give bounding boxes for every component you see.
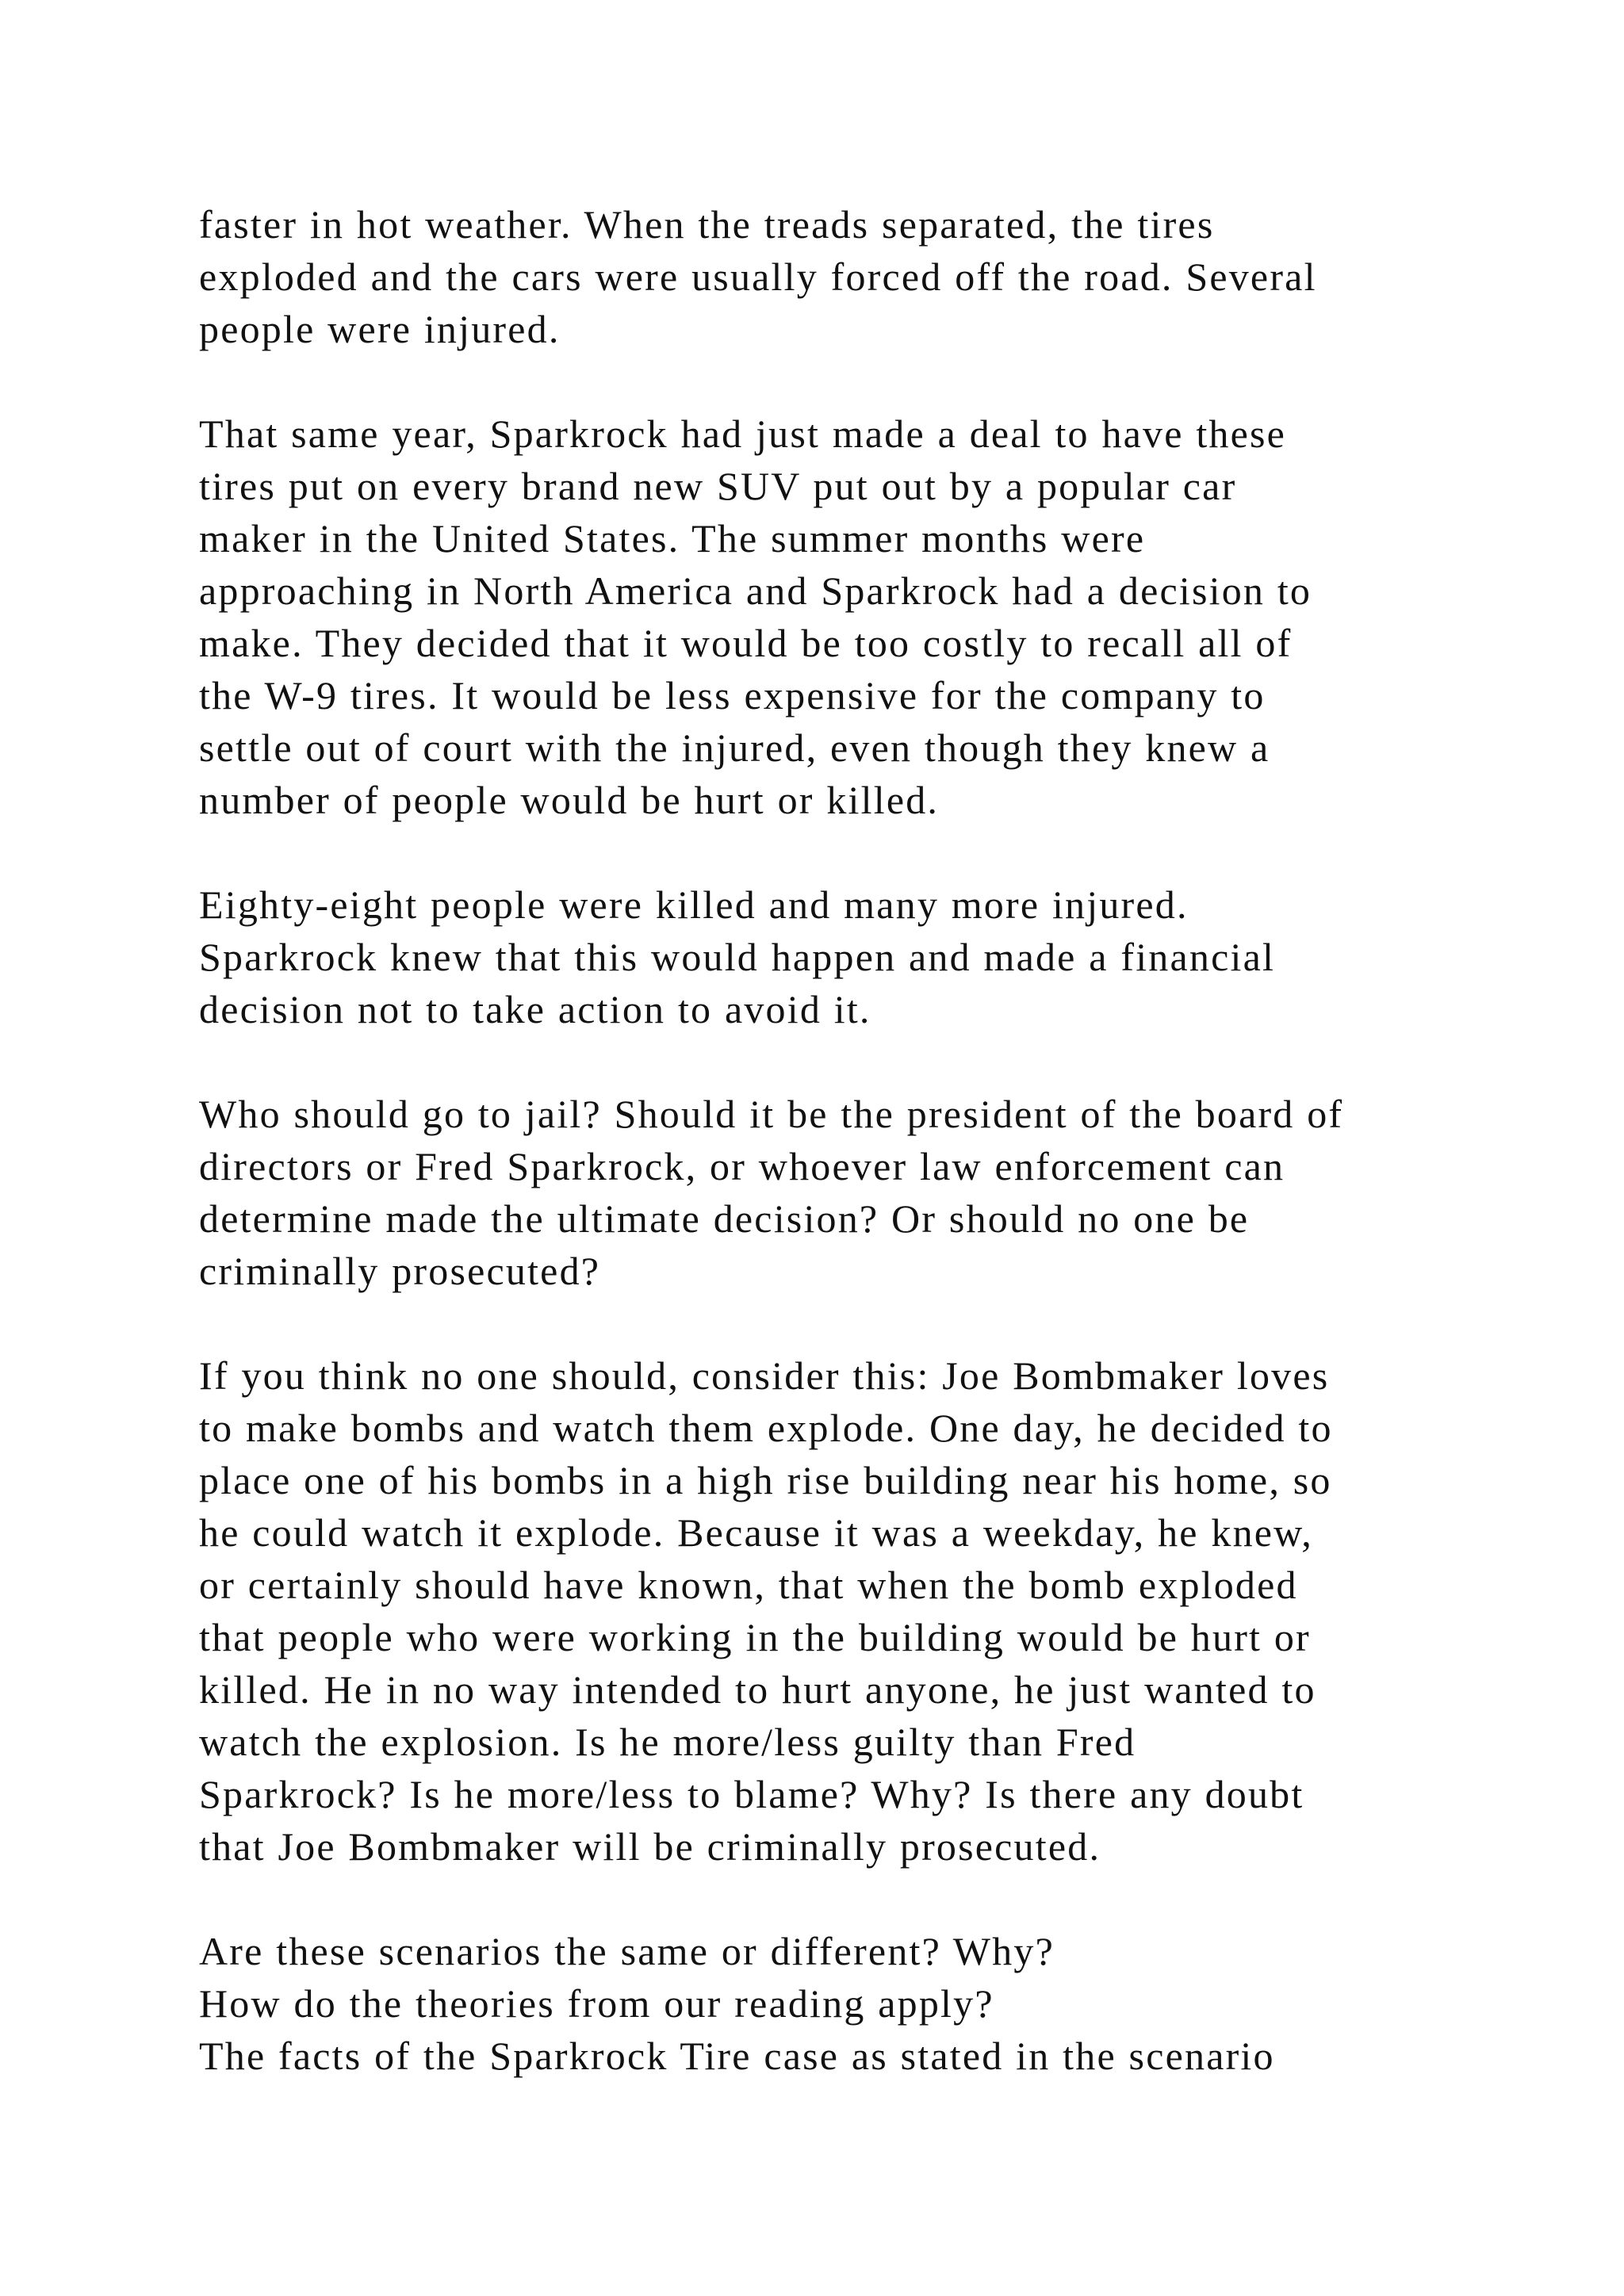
text-line: he could watch it explode. Because it was a weekday, he knew, <box>199 1510 1313 1555</box>
text-line: settle out of court with the injured, even though they knew a <box>199 725 1270 770</box>
text-line: killed. He in no way intended to hurt anyone, he just wanted to <box>199 1667 1316 1712</box>
text-line: If you think no one should, consider this: Joe Bombmaker loves <box>199 1353 1330 1398</box>
text-line: directors or Fred Sparkrock, or whoever law enforcement can <box>199 1144 1285 1188</box>
text-line: maker in the United States. The summer months were <box>199 516 1146 561</box>
text-line: criminally prosecuted? <box>199 1249 601 1293</box>
text-line: Sparkrock knew that this would happen and made a financial <box>199 935 1276 979</box>
text-line: determine made the ultimate decision? Or should no one be <box>199 1196 1250 1241</box>
text-line: place one of his bombs in a high rise building near his home, so <box>199 1458 1332 1502</box>
text-line: to make bombs and watch them explode. One day, he decided to <box>199 1406 1333 1450</box>
text-line: approaching in North America and Sparkrock had a decision to <box>199 568 1312 613</box>
text-line: faster in hot weather. When the treads separated, the tires <box>199 202 1215 247</box>
text-line: Sparkrock? Is he more/less to blame? Why? Is there any doubt <box>199 1772 1304 1816</box>
paragraph-discussion-questions <box>199 1925 1507 2082</box>
text-line: that people who were working in the building would be hurt or <box>199 1615 1311 1659</box>
text-line: Who should go to jail? Should it be the president of the board of <box>199 1092 1344 1136</box>
text-line: that Joe Bombmaker will be criminally prosecuted. <box>199 1824 1101 1869</box>
text-line: decision not to take action to avoid it. <box>199 987 871 1031</box>
paragraph-bombmaker-comparison <box>199 1349 1507 1873</box>
paragraph-casualties <box>199 878 1507 1035</box>
text-line: The facts of the Sparkrock Tire case as stated in the scenario <box>199 2034 1275 2078</box>
text-line: exploded and the cars were usually forced off the road. Several <box>199 254 1317 299</box>
text-line: That same year, Sparkrock had just made a deal to have these <box>199 411 1287 456</box>
text-line: Eighty-eight people were killed and many more injured. <box>199 882 1189 927</box>
document-body <box>199 198 1507 2082</box>
paragraph-recall-decision <box>199 408 1507 826</box>
text-line: Are these scenarios the same or different? Why? <box>199 1929 1055 1973</box>
text-line: make. They decided that it would be too costly to recall all of <box>199 621 1293 665</box>
paragraph-tire-failure <box>199 198 1507 355</box>
text-line: watch the explosion. Is he more/less guilty than Fred <box>199 1720 1136 1764</box>
text-line: How do the theories from our reading apply? <box>199 1981 994 2026</box>
text-line: or certainly should have known, that when the bomb exploded <box>199 1563 1298 1607</box>
text-line: tires put on every brand new SUV put out by a popular car <box>199 464 1237 508</box>
text-line: people were injured. <box>199 307 561 351</box>
text-line: the W-9 tires. It would be less expensive for the company to <box>199 673 1266 718</box>
paragraph-who-goes-to-jail <box>199 1088 1507 1297</box>
text-line: number of people would be hurt or killed. <box>199 778 940 822</box>
